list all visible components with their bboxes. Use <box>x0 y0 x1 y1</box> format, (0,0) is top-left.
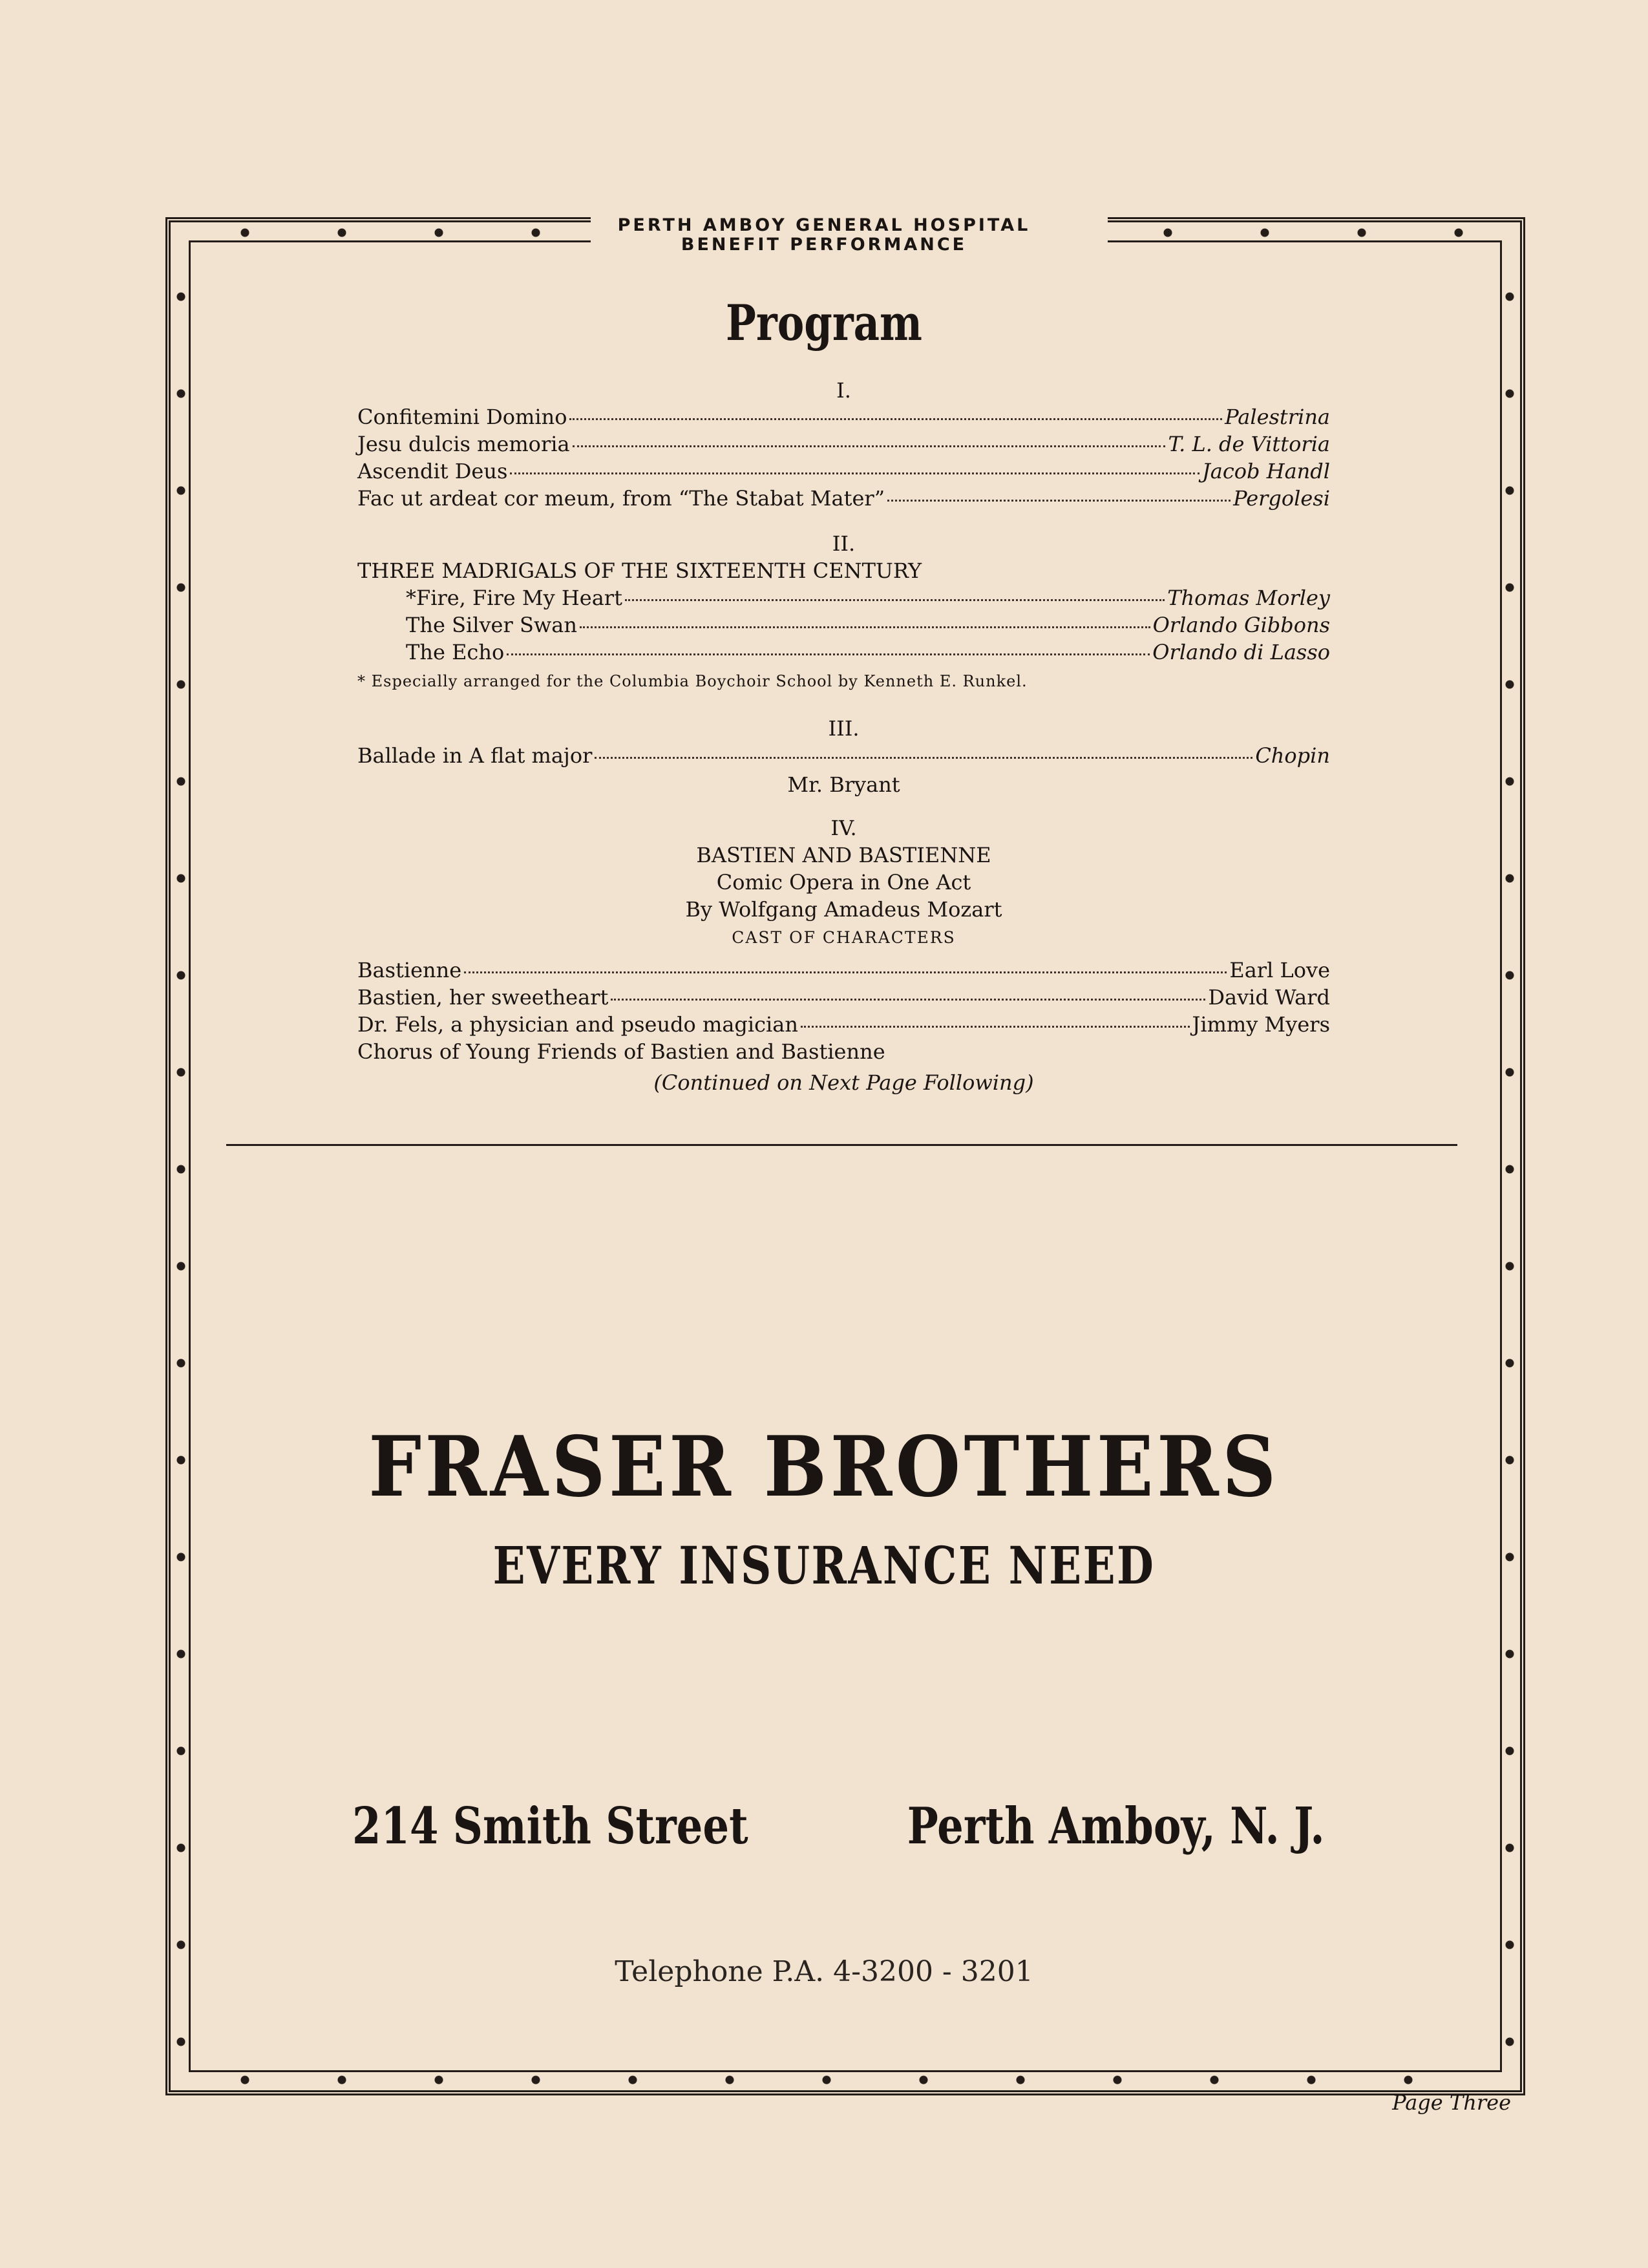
header-line-2: BENEFIT PERFORMANCE <box>681 235 967 255</box>
section-numeral-2: II. <box>832 531 856 556</box>
program-item <box>357 613 1330 637</box>
section-numeral-3: III. <box>828 716 860 741</box>
program-title: Program <box>725 294 922 352</box>
page-number: Page Three <box>1392 2090 1511 2115</box>
madrigals-heading: THREE MADRIGALS OF THE SIXTEENTH CENTURY <box>357 558 922 583</box>
composer: Palestrina <box>1225 405 1330 429</box>
chorus-line <box>357 1039 1330 1064</box>
composer: Jacob Handl <box>1201 459 1330 483</box>
arrangement-footnote: * Especially arranged for the Columbia Boychoir School by Kenneth E. Runkel. <box>357 672 1028 690</box>
opera-subtitle: Comic Opera in One Act <box>716 870 971 895</box>
dot-leader <box>580 626 1150 628</box>
cast-row <box>357 985 1330 1010</box>
border-pattern-bottom <box>196 2075 1494 2085</box>
header-line-1: PERTH AMBOY GENERAL HOSPITAL <box>617 215 1031 235</box>
continued-note: (Continued on Next Page Following) <box>653 1070 1034 1095</box>
border-pattern-right <box>1505 248 1515 2064</box>
dot-leader <box>887 500 1231 502</box>
piece-title: Jesu dulcis memoria <box>357 432 570 456</box>
dot-leader <box>611 999 1205 1001</box>
cast-heading: CAST OF CHARACTERS <box>732 928 956 947</box>
composer: Orlando Gibbons <box>1152 613 1330 637</box>
piece-title: Confitemini Domino <box>357 405 567 429</box>
street-address: 214 Smith Street <box>352 1797 748 1856</box>
dot-leader <box>625 599 1165 601</box>
dot-leader <box>569 418 1222 420</box>
dot-leader <box>573 445 1166 447</box>
chorus: Chorus of Young Friends of Bastien and Bastienne <box>357 1039 885 1064</box>
cast-row <box>357 958 1330 982</box>
advertiser-name: FRASER BROTHERS <box>368 1419 1280 1516</box>
composer: Orlando di Lasso <box>1152 640 1330 664</box>
performer-line: Mr. Bryant <box>787 772 900 797</box>
section-heading <box>357 558 1330 583</box>
section-numeral-4: IV. <box>830 816 857 840</box>
program-item <box>357 459 1330 483</box>
border-pattern-left <box>176 248 186 2064</box>
dot-leader <box>464 971 1227 973</box>
role: Dr. Fels, a physician and pseudo magician <box>357 1012 798 1037</box>
program-item <box>357 486 1330 511</box>
city-state: Perth Amboy, N. J. <box>907 1797 1325 1856</box>
section-numeral-1: I. <box>836 378 851 403</box>
piece-title: The Silver Swan <box>406 613 577 637</box>
actor: Earl Love <box>1229 958 1330 982</box>
composer: Thomas Morley <box>1167 586 1330 610</box>
program-item <box>357 743 1330 768</box>
opera-composer: By Wolfgang Amadeus Mozart <box>685 897 1002 922</box>
program-item <box>357 586 1330 610</box>
dot-leader <box>510 472 1199 474</box>
section-divider <box>226 1144 1457 1146</box>
composer: Pergolesi <box>1233 486 1330 511</box>
piece-title: Ascendit Deus <box>357 459 508 483</box>
actor: Jimmy Myers <box>1192 1012 1330 1037</box>
program-item <box>357 640 1330 664</box>
composer: T. L. de Vittoria <box>1168 432 1330 456</box>
dot-leader <box>801 1026 1190 1028</box>
program-item <box>357 432 1330 456</box>
piece-title: The Echo <box>406 640 505 664</box>
piece-title: Ballade in A flat major <box>357 743 593 768</box>
opera-title: BASTIEN AND BASTIENNE <box>696 843 991 867</box>
dot-leader <box>507 653 1150 655</box>
program-item <box>357 405 1330 429</box>
advertiser-tagline: EVERY INSURANCE NEED <box>492 1535 1156 1596</box>
piece-title: Fac ut ardeat cor meum, from “The Stabat Mater” <box>357 486 885 511</box>
actor: David Ward <box>1208 985 1330 1010</box>
composer: Chopin <box>1255 743 1330 768</box>
benefit-header <box>0 216 1648 255</box>
dot-leader <box>595 757 1252 759</box>
role: Bastien, her sweetheart <box>357 985 609 1010</box>
telephone: Telephone P.A. 4-3200 - 3201 <box>615 1955 1033 1988</box>
cast-row <box>357 1012 1330 1037</box>
piece-title: *Fire, Fire My Heart <box>406 586 622 610</box>
role: Bastienne <box>357 958 462 982</box>
